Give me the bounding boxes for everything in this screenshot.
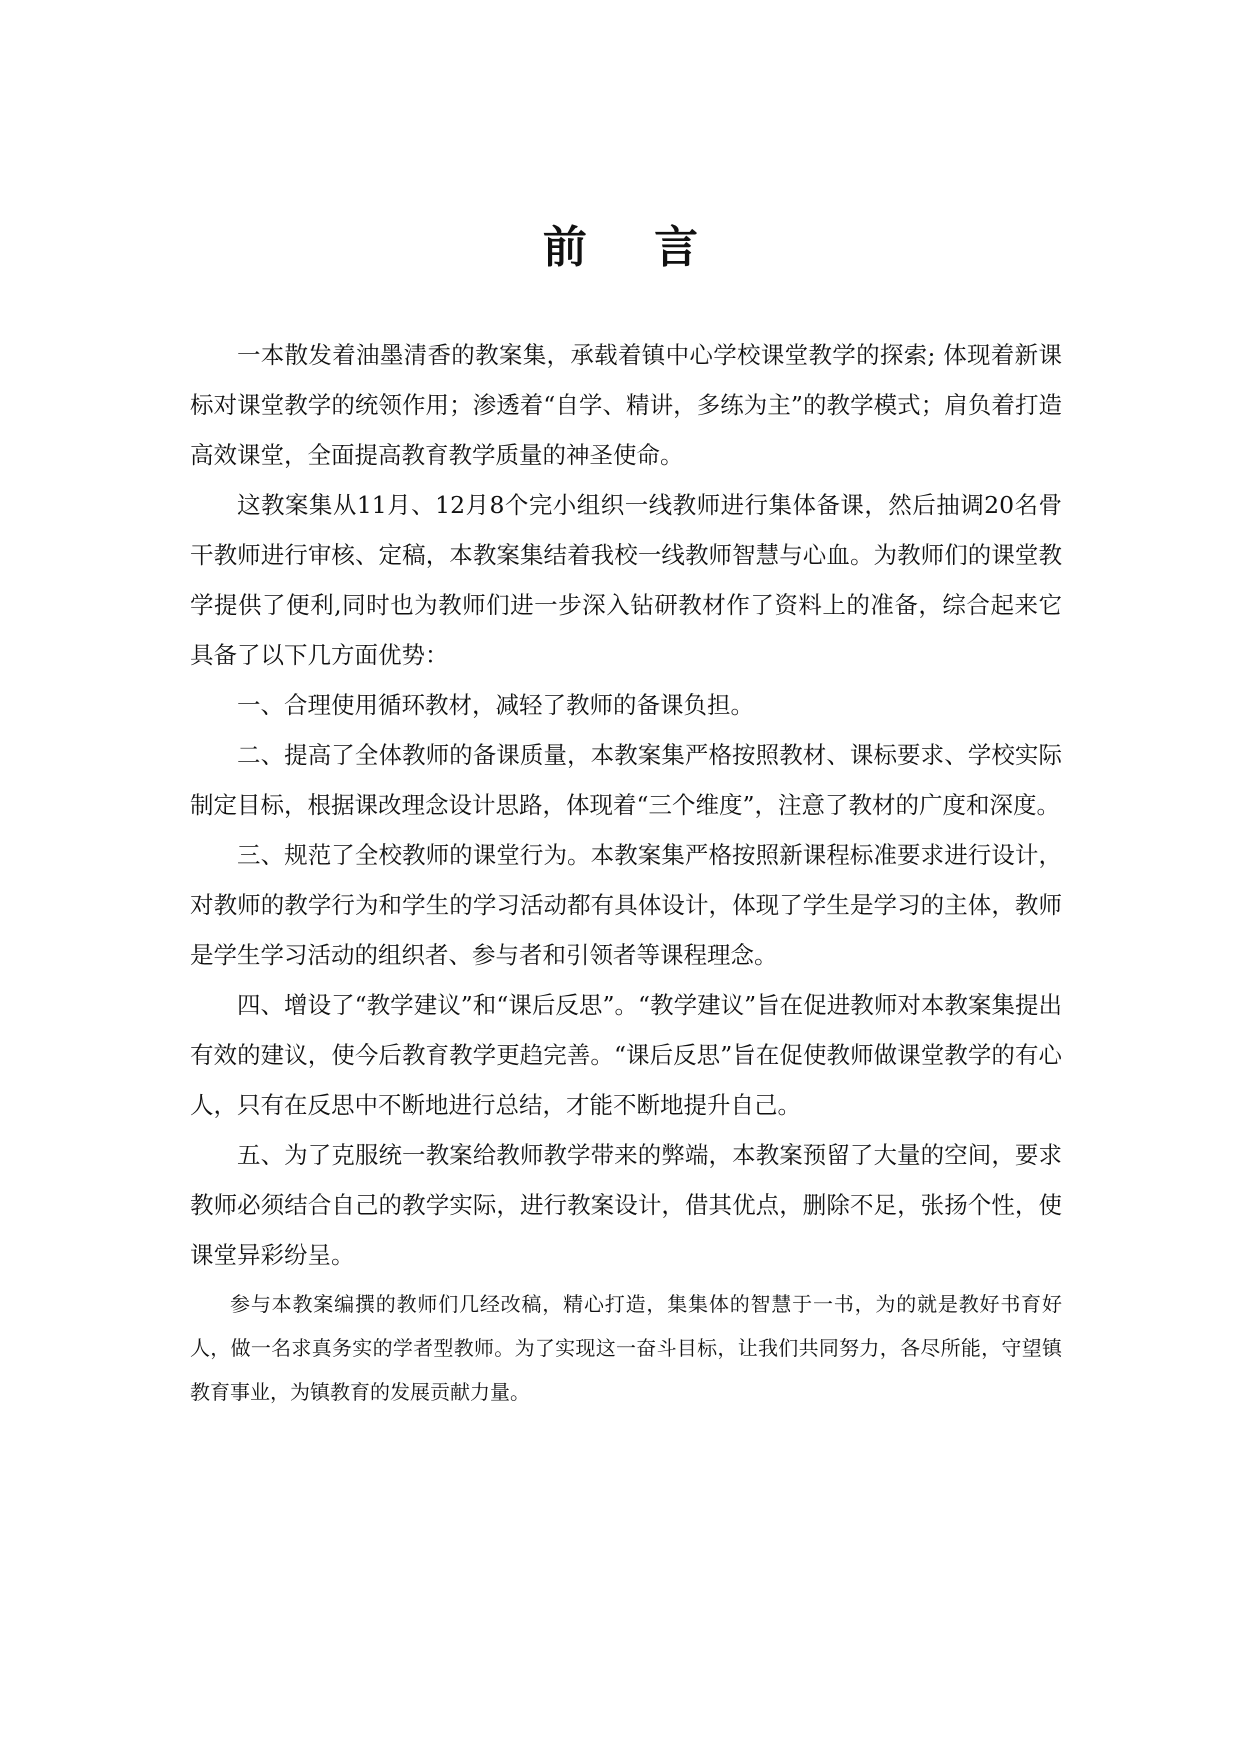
- paragraph-closing: 参与本教案编撰的教师们几经改稿，精心打造，集集体的智慧于一书，为的就是教好书育好人，做一名求真务实的学者型教师。为了实现这一奋斗目标，让我们共同努力，各尽所能，守望镇教育事业，为镇教育的发展贡献力量。: [190, 1292, 1062, 1404]
- paragraph-point-5: 五、为了克服统一教案给教师教学带来的弊端，本教案预留了大量的空间，要求教师必须结合自己的教学实际，进行教案设计，借其优点，删除不足，张扬个性，使课堂异彩纷呈。: [190, 1141, 1062, 1269]
- paragraph-point-3: 三、规范了全校教师的课堂行为。本教案集严格按照新课程标准要求进行设计，对教师的教学行为和学生的学习活动都有具体设计，体现了学生是学习的主体，教师是学生学习活动的组织者、参与者和引领者等课程理念。: [190, 841, 1062, 969]
- paragraph-point-1: 一、合理使用循环教材，减轻了教师的备课负担。: [237, 691, 754, 719]
- paragraph-intro: 一本散发着油墨清香的教案集，承载着镇中心学校课堂教学的探索; 体现着新课标对课堂教学的统领作用；渗透着“自学、精讲，多练为主”的教学模式；肩负着打造高效课堂，全面提高教育教学质量的神圣使命。: [190, 341, 1062, 469]
- page-title: 前 言: [542, 222, 725, 273]
- paragraph-background: 这教案集从11月、12月8个完小组织一线教师进行集体备课，然后抽调20名骨干教师进行审核、定稿，本教案集结着我校一线教师智慧与心血。为教师们的课堂教学提供了便利,同时也为教师们进一步深入钻研教材作了资料上的准备，综合起来它具备了以下几方面优势：: [190, 491, 1062, 669]
- paragraph-point-2: 二、提高了全体教师的备课质量，本教案集严格按照教材、课标要求、学校实际制定目标，根据课改理念设计思路，体现着“三个维度”，注意了教材的广度和深度。: [190, 741, 1062, 819]
- paragraph-point-4: 四、增设了“教学建议”和“课后反思”。“教学建议”旨在促进教师对本教案集提出有效的建议，使今后教育教学更趋完善。“课后反思”旨在促使教师做课堂教学的有心人，只有在反思中不断地进行总结，才能不断地提升自己。: [190, 991, 1062, 1119]
- preface-body: [190, 330, 1062, 1414]
